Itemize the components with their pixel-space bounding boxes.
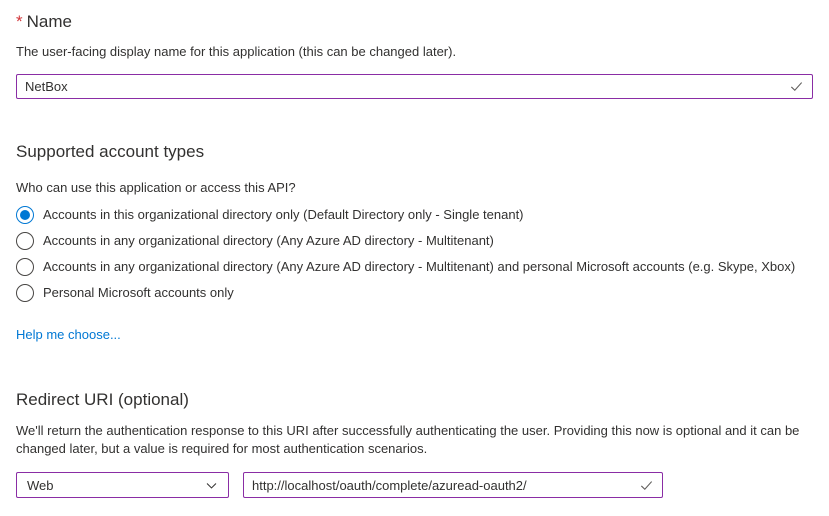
redirect-uri-row	[16, 472, 813, 498]
redirect-uri-description: We'll return the authentication response to this URI after successfully authenticating the user. Providing this now is optional and it can be changed later, but a value is required for most authentication scenarios.	[16, 423, 800, 456]
account-types-radio-group	[16, 202, 813, 306]
name-section-title	[16, 11, 813, 33]
name-input-value: NetBox	[25, 79, 68, 94]
chevron-down-icon	[205, 479, 218, 492]
radio-button-icon	[16, 232, 34, 250]
account-types-question: Who can use this application or access this API?	[16, 180, 296, 195]
name-description: The user-facing display name for this application (this can be changed later).	[16, 44, 457, 59]
platform-select-value: Web	[27, 477, 54, 493]
required-marker: *	[16, 12, 23, 31]
radio-option-personal-only[interactable]	[16, 280, 813, 306]
valid-checkmark-icon	[789, 79, 804, 94]
valid-checkmark-icon	[639, 478, 654, 493]
account-types-title: Supported account types	[16, 142, 205, 161]
help-me-choose-link[interactable]: Help me choose...	[16, 327, 121, 342]
radio-option-label: Accounts in any organizational directory (Any Azure AD directory - Multitenant)	[43, 233, 494, 248]
radio-option-multitenant-personal[interactable]	[16, 254, 813, 280]
redirect-uri-input[interactable]	[243, 472, 663, 498]
radio-option-label: Personal Microsoft accounts only	[43, 285, 234, 300]
radio-option-label: Accounts in any organizational directory (Any Azure AD directory - Multitenant) and personal Microsoft accounts (e.g. Skype, Xbox)	[43, 259, 796, 274]
name-label: Name	[26, 12, 72, 31]
radio-button-icon	[16, 206, 34, 224]
redirect-uri-value: http://localhost/oauth/complete/azuread-oauth2/	[252, 477, 527, 493]
radio-option-multitenant[interactable]	[16, 228, 813, 254]
name-input[interactable]	[16, 74, 813, 99]
radio-button-icon	[16, 284, 34, 302]
radio-option-label: Accounts in this organizational directory only (Default Directory only - Single tenant)	[43, 207, 524, 222]
radio-option-single-tenant[interactable]	[16, 202, 813, 228]
redirect-uri-title: Redirect URI (optional)	[16, 390, 189, 409]
platform-select-dropdown[interactable]	[16, 472, 229, 498]
radio-button-icon	[16, 258, 34, 276]
